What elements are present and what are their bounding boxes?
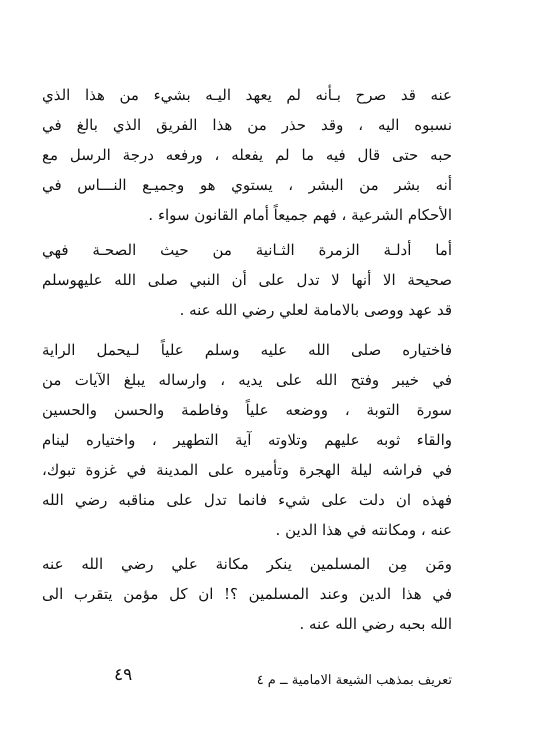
- text-line: في فراشه ليلة الهجرة وتأميره على المدينة في غزوة تبوك،: [42, 461, 452, 479]
- text-line: سورة التوبة ، ووضعه علياً وفاطمة والحسن والحسين: [42, 401, 452, 419]
- text-line: الأحكام الشرعية ، فهم جميعاً أمام القانون سواء .: [148, 206, 452, 224]
- text-line: في هذا الدين وعند المسلمين ؟! ان كل مؤمن يتقرب الى: [42, 585, 452, 603]
- text-line: أما أدلـة الزمرة الثـانية من حيث الصحـة فهي: [42, 241, 452, 259]
- text-line: ومَن مِن المسلمين ينكر مكانة علي رضي الله عنه: [42, 555, 452, 573]
- text-line: أنه بشر من البشر ، يستوي هو وجميـع النـــاس في: [42, 176, 452, 194]
- text-line: في خيبر وفتح الله على يديه ، وارساله يبلغ الآيات من: [42, 371, 452, 389]
- text-line: نسبوه اليه ، وقد حذر من هذا الفريق الذي بالغ في: [42, 116, 452, 134]
- page-number: ٤٩: [114, 665, 133, 685]
- text-line: عنه قد صرح بـأنه لم يعهد اليـه بشيء من هذا الذي: [42, 86, 452, 104]
- paragraph-1: [42, 80, 452, 230]
- text-line: قد عهد ووصى بالامامة لعلي رضي الله عنه .: [179, 301, 452, 319]
- page-footer: [42, 660, 452, 690]
- running-title: تعريف بمذهب الشيعة الامامية ــ م ٤: [256, 673, 452, 688]
- text-line: فاختياره صلى الله عليه وسلم علياً لـيحمل الراية: [42, 341, 452, 359]
- text-line: حبه حتى قال فيه ما لم يفعله ، ورفعه درجة الرسل مع: [42, 146, 452, 164]
- paragraph-3: [42, 335, 452, 545]
- text-line: فهذه ان دلت على شيء فانما تدل على مناقبه رضي الله: [42, 491, 452, 509]
- text-line: والقاء ثوبه عليهم وتلاوته آية التطهير ، واختياره لينام: [42, 431, 452, 449]
- paragraph-4: [42, 549, 452, 639]
- text-line: الله بحبه رضي الله عنه .: [299, 615, 452, 633]
- text-line: عنه ، ومكانته في هذا الدين .: [275, 521, 452, 539]
- text-line: صحيحة الا أنها لا تدل على أن النبي صلى الله عليهوسلم: [42, 271, 452, 289]
- paragraph-2: [42, 235, 452, 325]
